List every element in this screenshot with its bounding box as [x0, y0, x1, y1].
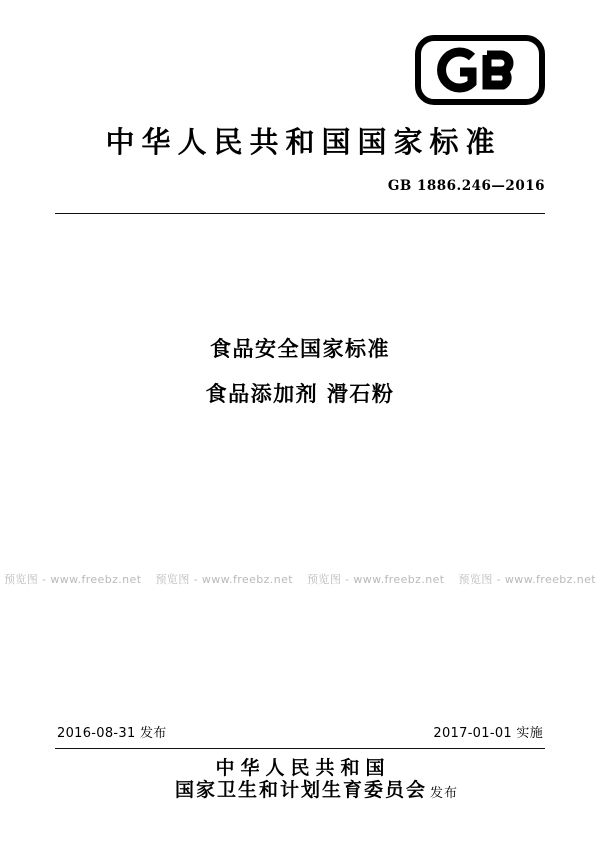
document-title-line1: 食品安全国家标准	[210, 337, 390, 361]
standard-number: GB 1886.246—2016	[387, 178, 545, 194]
footer-divider	[55, 748, 545, 749]
national-standard-title: 中华人民共和国国家标准	[105, 125, 502, 159]
issuer-publish-label: 发布	[430, 786, 459, 801]
watermark-text: 预览图 - www.freebz.net	[4, 573, 142, 586]
header-divider	[55, 213, 545, 214]
watermark-text: 预览图 - www.freebz.net	[458, 573, 596, 586]
issuer-line1: 中华人民共和国	[215, 757, 391, 779]
document-title-line2: 食品添加剂 滑石粉	[205, 382, 395, 406]
issuer-block	[0, 758, 600, 801]
watermark-text: 预览图 - www.freebz.net	[307, 573, 445, 586]
gb-logo-icon	[415, 35, 545, 105]
implement-date: 2017-01-01 实施	[433, 726, 543, 741]
issuer-line2: 国家卫生和计划生育委员会	[174, 779, 427, 801]
issue-date: 2016-08-31 发布	[57, 726, 167, 741]
watermark-band	[0, 568, 600, 590]
watermark-text: 预览图 - www.freebz.net	[155, 573, 293, 586]
